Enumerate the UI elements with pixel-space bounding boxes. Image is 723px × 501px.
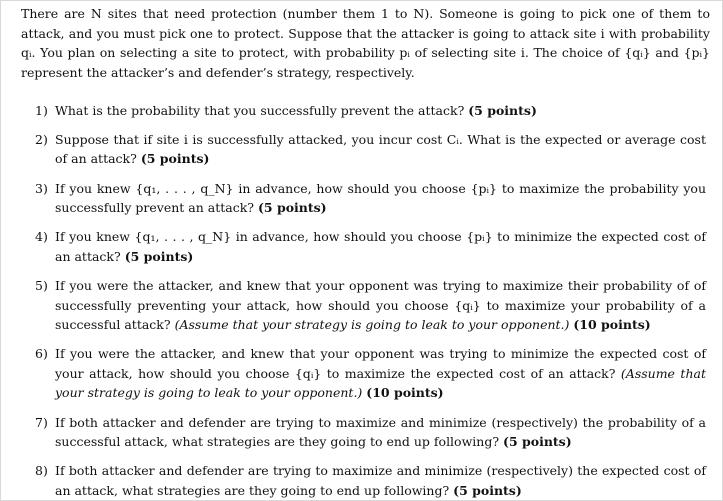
- question-number: 3): [35, 180, 48, 196]
- question-text: If both attacker and defender are trying to maximize and minimize (respectively) the probability of a successful attack, what strategies are they going to end up following?: [55, 414, 706, 450]
- question-number: 6): [35, 346, 48, 362]
- question-note: (Assume that your strategy is going to leak to your opponent.): [174, 317, 570, 333]
- question-points: (5 points): [124, 248, 194, 264]
- question-item: [35, 179, 710, 218]
- question-text: If you knew {q₁, . . . , q_N} in advance, how should you choose {pᵢ} to minimize the expected cost of an attack?: [55, 229, 706, 264]
- question-points: (5 points): [468, 103, 537, 119]
- question-number: 8): [35, 463, 48, 479]
- question-item: [35, 130, 710, 169]
- question-points: (5 points): [503, 434, 572, 450]
- question-item: [35, 227, 710, 266]
- question-points: (10 points): [366, 385, 444, 401]
- question-number: 7): [35, 414, 48, 430]
- question-points: (5 points): [257, 200, 327, 215]
- question-points: (5 points): [453, 482, 522, 498]
- question-text: What is the probability that you successfully prevent the attack?: [55, 103, 465, 119]
- question-text: If you were the attacker, and knew that your opponent was trying to minimize the expected cost of your attack, how should you choose {qᵢ} to maximize the expected cost of an attack?: [55, 346, 706, 381]
- question-list: [21, 101, 710, 500]
- question-note: (Assume that your strategy is going to leak to your opponent.): [55, 365, 706, 401]
- question-number: 5): [35, 278, 48, 294]
- question-number: 2): [35, 131, 48, 147]
- question-text: If both attacker and defender are trying to maximize and minimize (respectively) the expected cost of an attack, what strategies are they going to end up following?: [55, 463, 706, 498]
- question-number: 4): [35, 229, 48, 245]
- question-text: Suppose that if site i is successfully attacked, you incur cost Cᵢ. What is the expected or average cost of an attack?: [55, 131, 706, 167]
- question-item: [35, 413, 710, 452]
- question-text: If you knew {q₁, . . . , q_N} in advance, how should you choose {pᵢ} to maximize the probability you successfully prevent an attack?: [55, 180, 706, 215]
- question-text: If you were the attacker, and knew that your opponent was trying to maximize their probability of of successfully preventing your attack, how should you choose {qᵢ} to maximize your probability of a successful attack?: [55, 278, 706, 333]
- question-points: (10 points): [573, 317, 651, 333]
- question-item: [35, 276, 710, 334]
- intro-paragraph: There are N sites that need protection (number them 1 to N). Someone is going to pick one of them to attack, and you must pick one to protect. Suppose that the attacker is going to attack site i with probability qᵢ. You plan on selecting a site to protect, with probability pᵢ of selecting site i. The choice of {qᵢ} and {pᵢ} represent the attacker’s and defender’s strategy, respectively.: [21, 6, 710, 80]
- question-item: [35, 461, 710, 500]
- question-item: [35, 344, 710, 402]
- question-item: [35, 101, 710, 120]
- question-number: 1): [35, 103, 48, 119]
- question-points: (5 points): [140, 151, 210, 167]
